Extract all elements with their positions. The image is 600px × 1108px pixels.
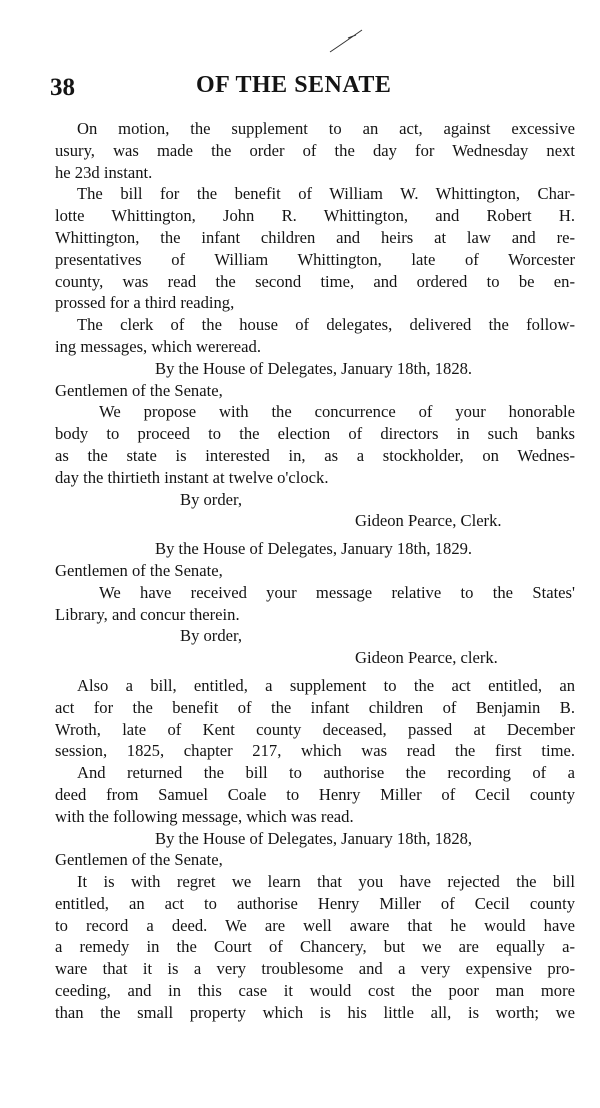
text-line: Library, and concur therein. bbox=[55, 604, 240, 624]
text-line: body to proceed to the election of directors in such banks bbox=[55, 424, 575, 444]
pen-scratch-mark bbox=[0, 0, 600, 80]
salutation: Gentlemen of the Senate, bbox=[55, 560, 223, 580]
message-heading: By the House of Delegates, January 18th, 1828. bbox=[155, 358, 473, 378]
page-title: OF THE SENATE bbox=[196, 72, 392, 98]
text-line: ware that it is a very troublesome and a very expensive pro- bbox=[55, 959, 575, 979]
salutation: Gentlemen of the Senate, bbox=[55, 380, 223, 400]
text-line: And returned the bill to authorise the recording of a bbox=[77, 763, 575, 783]
text-line: county, was read the second time, and ordered to be en- bbox=[55, 271, 575, 291]
text-line: Also a bill, entitled, a supplement to the act entitled, an bbox=[77, 675, 575, 695]
text-line: prossed for a third reading, bbox=[55, 293, 235, 313]
text-line: entitled, an act to authorise Henry Miller of Cecil county bbox=[55, 893, 575, 913]
text-line: presentatives of William Whittington, late of Worcester bbox=[55, 249, 575, 269]
text-line: lotte Whittington, John R. Whittington, and Robert H. bbox=[55, 206, 575, 226]
page-number: 38 bbox=[50, 74, 75, 101]
text-line: usury, was made the order of the day for Wednesday next bbox=[55, 140, 575, 160]
signature: Gideon Pearce, Clerk. bbox=[355, 511, 502, 531]
message-heading: By the House of Delegates, January 18th, 1828, bbox=[155, 828, 473, 848]
text-line: he 23d instant. bbox=[55, 162, 153, 182]
text-line: The bill for the benefit of William W. Whittington, Char- bbox=[77, 184, 575, 204]
text-line: as the state is interested in, as a stockholder, on Wednes- bbox=[55, 445, 575, 465]
text-line: Whittington, the infant children and heirs at law and re- bbox=[55, 227, 575, 247]
text-line: a remedy in the Court of Chancery, but we are equally a- bbox=[55, 937, 575, 957]
text-line: than the small property which is his little all, is worth; we bbox=[55, 1002, 575, 1022]
text-line: ceeding, and in this case it would cost the poor man more bbox=[55, 981, 575, 1001]
text-line: The clerk of the house of delegates, delivered the follow- bbox=[77, 315, 575, 335]
text-line: session, 1825, chapter 217, which was read the first time. bbox=[55, 741, 575, 761]
page-body bbox=[55, 118, 575, 1024]
text-line: It is with regret we learn that you have rejected the bill bbox=[77, 872, 575, 892]
text-line: ing messages, which wereread. bbox=[55, 336, 261, 356]
salutation: Gentlemen of the Senate, bbox=[55, 850, 223, 870]
text-line: deed from Samuel Coale to Henry Miller of Cecil county bbox=[55, 784, 575, 804]
signature: Gideon Pearce, clerk. bbox=[355, 648, 498, 668]
text-line: with the following message, which was read. bbox=[55, 806, 354, 826]
text-line: We propose with the concurrence of your honorable bbox=[99, 402, 575, 422]
by-order: By order, bbox=[180, 489, 243, 509]
text-line: On motion, the supplement to an act, against excessive bbox=[77, 119, 575, 138]
text-line: We have received your message relative to the States' bbox=[99, 582, 575, 602]
message-heading: By the House of Delegates, January 18th, 1829. bbox=[155, 539, 473, 559]
text-line: Wroth, late of Kent county deceased, passed at December bbox=[55, 719, 575, 739]
by-order: By order, bbox=[180, 626, 243, 646]
text-line: to record a deed. We are well aware that he would have bbox=[55, 915, 575, 935]
text-line: act for the benefit of the infant children of Benjamin B. bbox=[55, 697, 575, 717]
text-line: day the thirtieth instant at twelve o'clock. bbox=[55, 467, 329, 487]
